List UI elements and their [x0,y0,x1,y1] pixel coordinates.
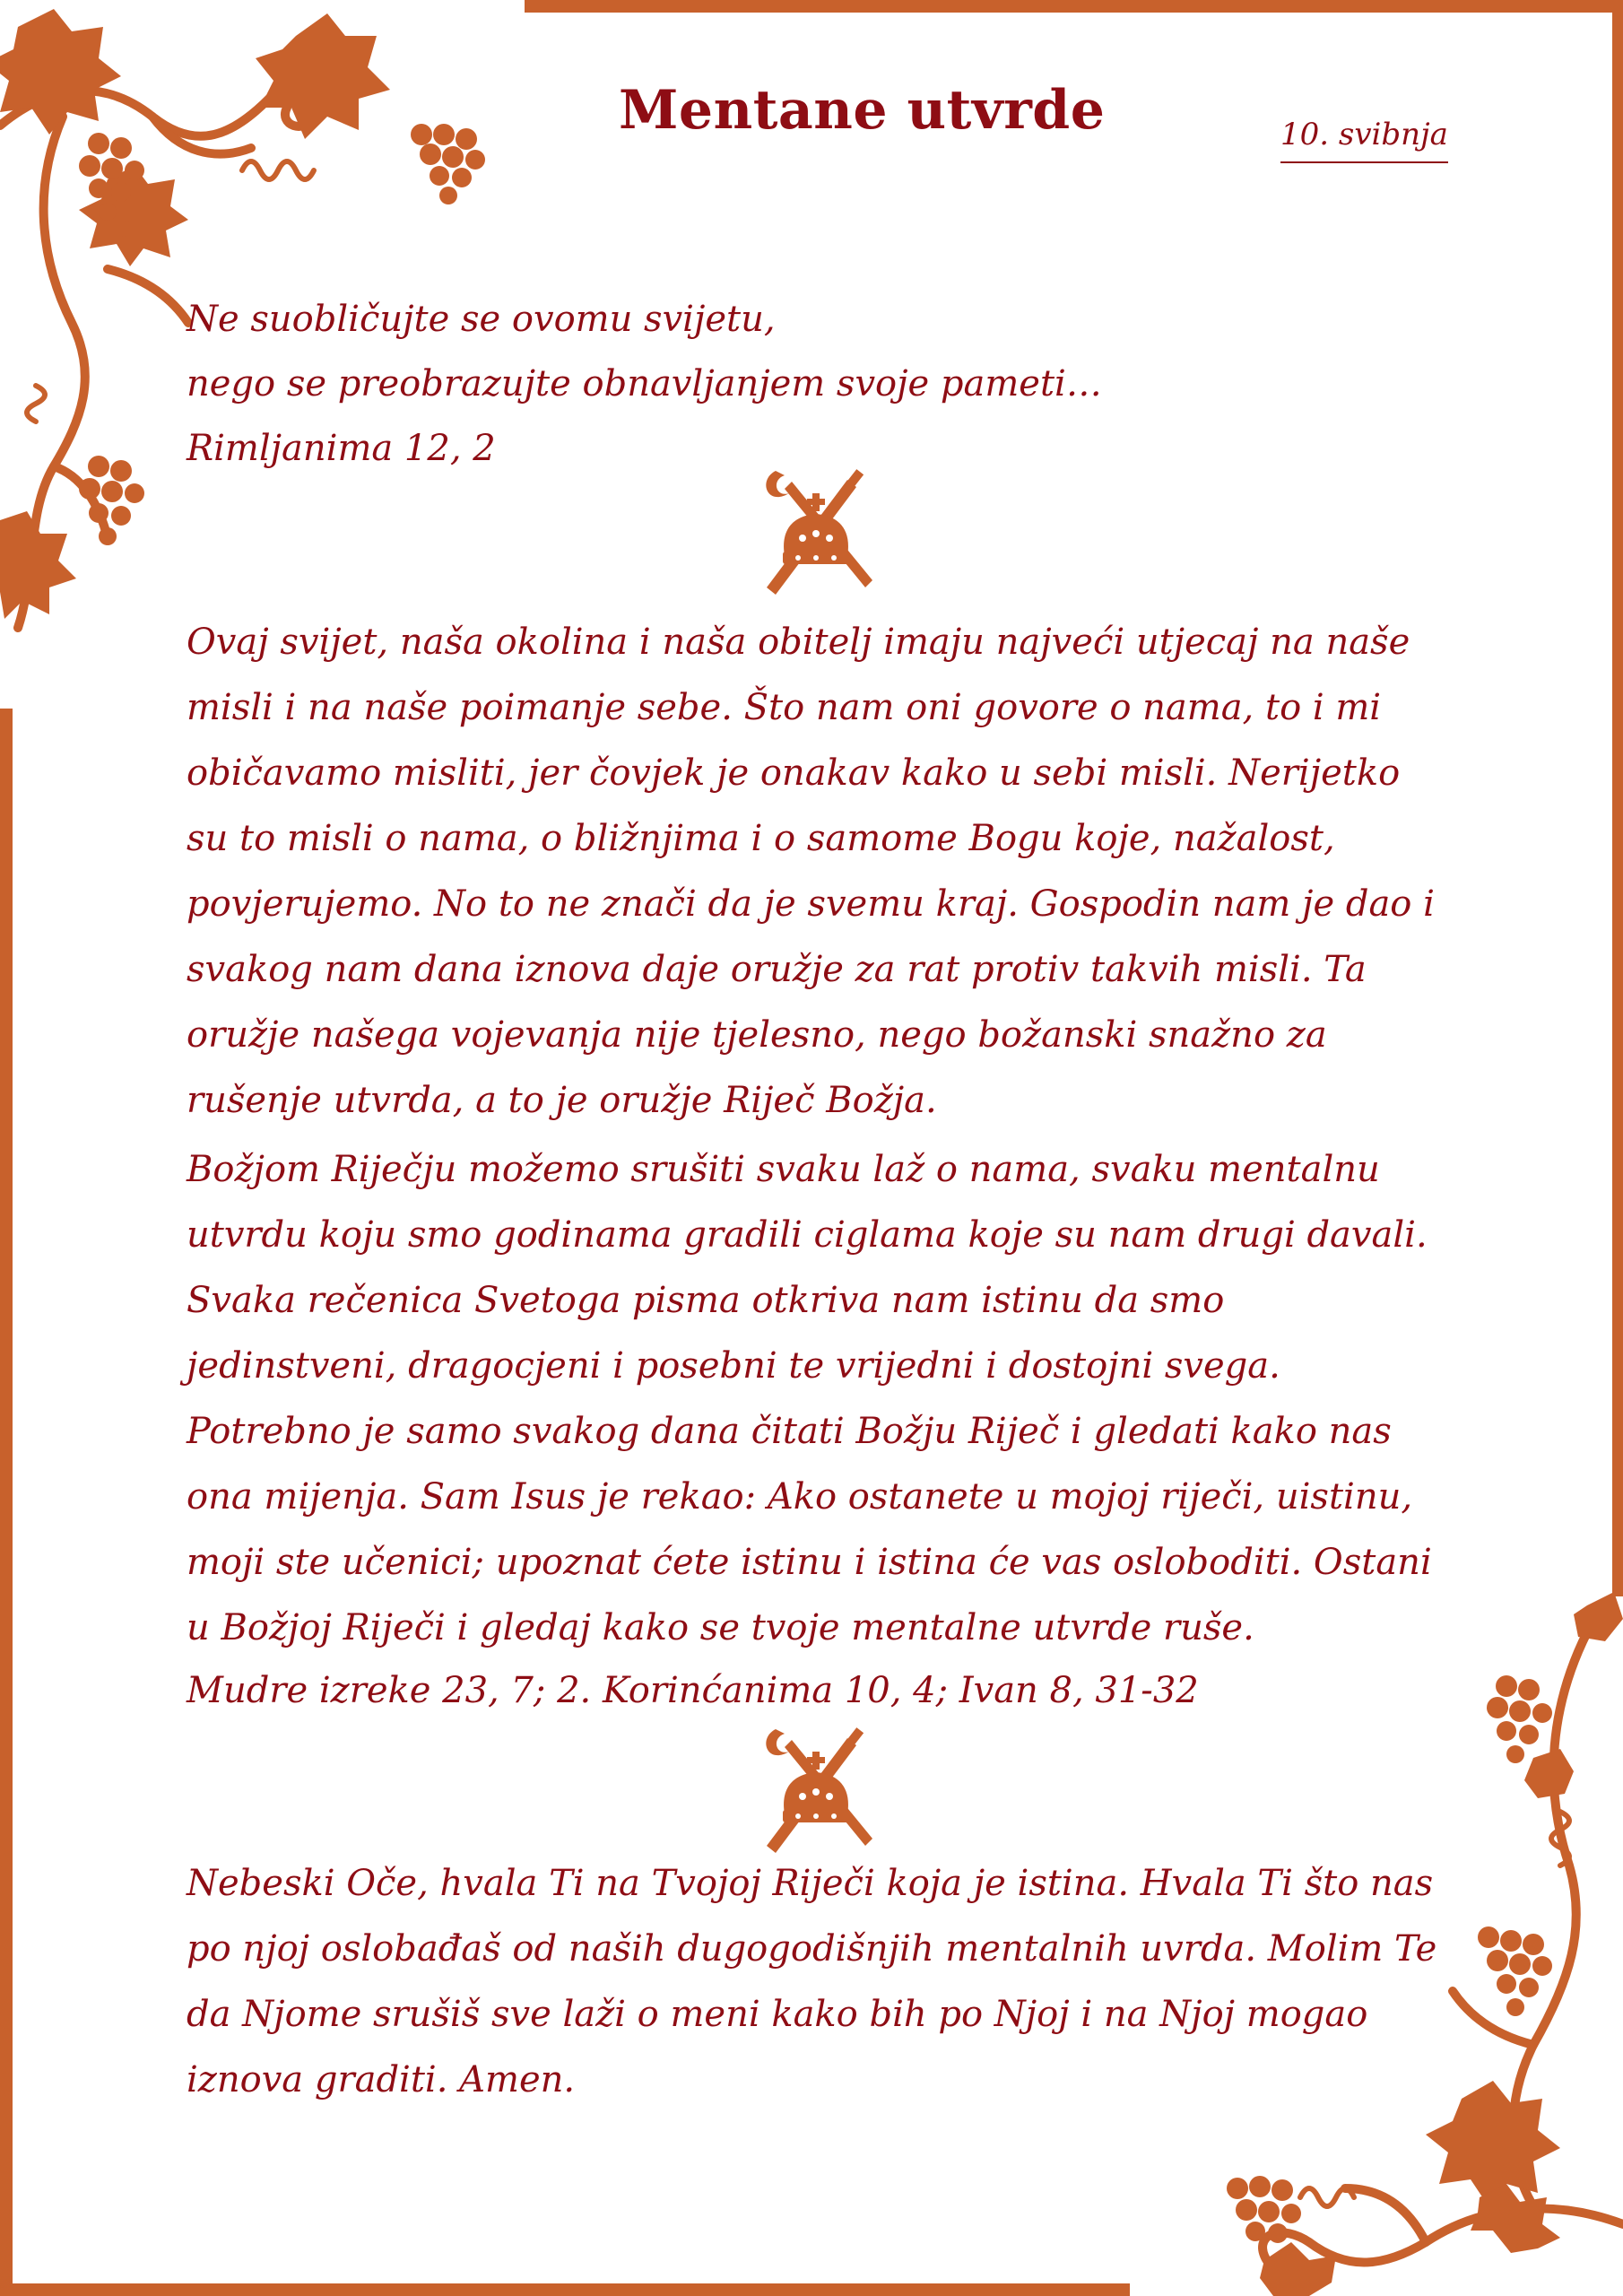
frame-top-border [525,0,1623,13]
frame-bottom-border [0,2283,1130,2296]
verse-line: nego se preobrazujte obnavljanjem svoje pameti… [187,363,1102,404]
date-label: 10. svibnja [1280,117,1448,163]
scripture-verse [187,287,1442,481]
verse-line: Ne suobličujte se ovomu svijetu, [187,299,776,340]
scripture-references: Mudre izreke 23, 7; 2. Korinćanima 10, 4; Ivan 8, 31-32 [187,1670,1199,1711]
frame-right-border [1612,0,1623,1596]
frame-left-border [0,709,13,2296]
crown-sword-scepter-icon [749,1720,883,1855]
body-paragraph: Ovaj svijet, naša okolina i naša obitelj imaju najveći utjecaj na naše misli i na naše poimanje sebe. Što nam oni govore o nama, to i mi običavamo misliti, jer čovjek je onakav kako u sebi misli. Nerijetko su to misli o nama, o bližnjima i o samome Bogu koje, nažalost, povjerujemo. No to ne znači da je svemu kraj. Gospodin nam je dao i svakog nam dana iznova daje oružje za rat protiv takvih misli. Ta oružje našega vojevanja nije tjelesno, nego božanski snažno za rušenje utvrda, a to je oružje Riječ Božja. [187,622,1435,1121]
body-paragraph: Božjom Riječju možemo srušiti svaku laž o nama, svaku mentalnu utvrdu koju smo godinama gradili ciglama koje su nam drugi davali. Svaka rečenica Svetoga pisma otkriva nam istinu da smo jedinstveni, dragocjeni i posebni te vrijedni i dostojni svega. Potrebno je samo svakog dana čitati Božju Riječ i gledati kako nas ona mijenja. Sam Isus je rekao: Ako ostanete u mojoj riječi, uistinu, moji ste učenici; upoznat ćete istinu i istina će vas osloboditi. Ostani u Božjoj Riječi i gledaj kako se tvoje mentalne utvrde ruše. [187,1149,1432,1648]
page-title: Mentane utvrde [619,79,1106,142]
verse-reference: Rimljanima 12, 2 [187,428,496,469]
crown-sword-scepter-icon [749,462,883,596]
prayer-paragraph: Nebeski Oče, hvala Ti na Tvojoj Riječi koja je istina. Hvala Ti što nas po njoj oslobađaš od naših dugogodišnjih mentalnih uvrda. Molim Te da Njome srušiš sve laži o meni kako bih po Njoj i na Njoj mogao iznova graditi. Amen. [187,1863,1437,2100]
